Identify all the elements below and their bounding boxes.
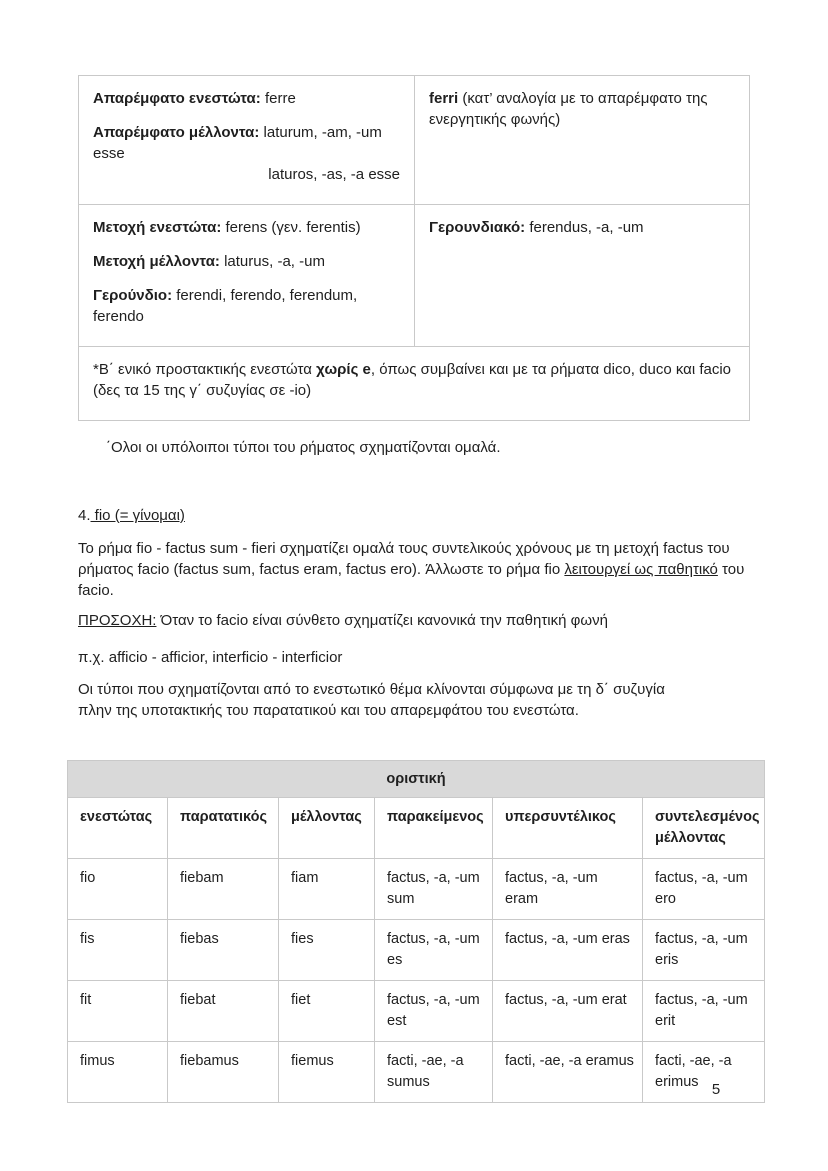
text-run: (κατ’ αναλογία με το απαρέμφατο της ενεργητικής φωνής) [429, 90, 708, 128]
table-cell: fiebamus [168, 1042, 279, 1103]
paragraph [93, 285, 400, 327]
table-cell: fimus [68, 1042, 168, 1103]
table-cell [414, 76, 749, 204]
paragraph [78, 610, 750, 631]
table-cell: fiet [279, 981, 375, 1042]
table-cell: factus, -a, -um erit [643, 981, 765, 1042]
table-cell [79, 76, 414, 204]
table-cell: fiebat [168, 981, 279, 1042]
paragraph [106, 437, 750, 458]
text-run: 4. [78, 507, 91, 524]
paragraph [93, 217, 400, 238]
text-run: Το ρήμα fio - factus sum - fieri σχηματίζει ομαλά τους συντελικούς χρόνους με τη μετοχή factus του ρήματος facio (factus sum, factus eram, factus ero). Άλλωστε το ρήμα fio [78, 540, 730, 578]
paragraph [93, 251, 400, 272]
underlined-text: fio (= γίνομαι) [90, 507, 185, 524]
underlined-text: λειτουργεί ως παθητικό [564, 561, 718, 578]
body-text [78, 430, 750, 721]
underlined-text: ΠΡΟΣΟΧΗ: [78, 612, 157, 629]
text-run: ferendus, -a, -um [525, 219, 644, 236]
column-header: παρακείμενος [375, 798, 493, 859]
bold-text: Γερούνδιο: [93, 287, 173, 304]
table-cell: facti, -ae, -a sumus [375, 1042, 493, 1103]
table-cell: fiebam [168, 859, 279, 920]
table-row [68, 920, 765, 981]
bold-text: Απαρέμφατο ενεστώτα: [93, 90, 261, 107]
paragraph [93, 164, 400, 185]
text-run: ferre [260, 90, 296, 107]
column-header: ενεστώτας [68, 798, 168, 859]
table-cell [79, 346, 749, 420]
text-run: ΄Ολοι οι υπόλοιποι τύποι του ρήματος σχηματίζονται ομαλά. [106, 439, 501, 456]
bold-text: Μετοχή ενεστώτα: [93, 219, 222, 236]
section-heading [78, 505, 750, 526]
text-run: ferendi, ferendo, ferendum, ferendo [93, 287, 358, 325]
paragraph [93, 359, 735, 401]
table-cell: fit [68, 981, 168, 1042]
table-cell: facti, -ae, -a eramus [493, 1042, 643, 1103]
table-footnote-row [79, 346, 749, 420]
table-cell: fiebas [168, 920, 279, 981]
column-header: μέλλοντας [279, 798, 375, 859]
table-cell [414, 204, 749, 346]
paragraph [429, 217, 735, 238]
table-cell: factus, -a, -um eram [493, 859, 643, 920]
column-header: παρατατικός [168, 798, 279, 859]
table-cell: facti, -ae, -a erimus [643, 1042, 765, 1103]
table-cell: factus, -a, -um es [375, 920, 493, 981]
table-row [79, 76, 749, 204]
table-cell: fies [279, 920, 375, 981]
table-cell: fio [68, 859, 168, 920]
paragraph [78, 647, 750, 668]
table-caption: οριστική [68, 761, 765, 798]
table-cell: factus, -a, -um eras [493, 920, 643, 981]
text-run: , όπως συμβαίνει και με τα ρήματα dico, duco και facio (δες τα 15 της γ΄ συζυγίας σε -io) [93, 361, 732, 399]
bold-text: Απαρέμφατο μέλλοντα: [93, 124, 260, 141]
bold-text: χωρίς e [316, 361, 371, 378]
table-row [68, 1042, 765, 1103]
bold-text: Μετοχή μέλλοντα: [93, 253, 220, 270]
column-header: υπερσυντέλικος [493, 798, 643, 859]
table-header-row [68, 798, 765, 859]
table-cell [79, 204, 414, 346]
table-cell: factus, -a, -um eris [643, 920, 765, 981]
paragraph [93, 122, 400, 164]
column-header: συντελεσμένος μέλλοντας [643, 798, 765, 859]
text-run: laturus, -a, -um [219, 253, 325, 270]
verb-forms-table [78, 75, 750, 421]
table-cell: factus, -a, -um sum [375, 859, 493, 920]
paragraph [78, 679, 700, 721]
page-number: 5 [711, 1081, 721, 1098]
table-caption-row [68, 761, 765, 798]
bold-text: ferri [429, 90, 459, 107]
text-run: ferens (γεν. ferentis) [221, 219, 361, 236]
text-run: Όταν το facio είναι σύνθετο σχηματίζει κανονικά την παθητική φωνή [156, 612, 608, 629]
text-run: του facio. [78, 561, 745, 599]
text-run: Οι τύποι που σχηματίζονται από το ενεστωτικό θέμα κλίνονται σύμφωνα με τη δ΄ συζυγία πλην της υποτακτικής του παρατατικού και του απαρεμφάτου του ενεστώτα. [78, 681, 665, 719]
text-run: π.χ. afficio - afficior, interficio - interficior [78, 649, 343, 666]
table-cell: fis [68, 920, 168, 981]
fio-conjugation-table [67, 760, 765, 1103]
text-run: laturos, -as, -a esse [268, 166, 400, 183]
text-run: *Β΄ ενικό προστακτικής ενεστώτα [93, 361, 317, 378]
table-cell: factus, -a, -um ero [643, 859, 765, 920]
paragraph [93, 88, 400, 109]
table-cell: factus, -a, -um est [375, 981, 493, 1042]
table-row [68, 981, 765, 1042]
table-row [79, 204, 749, 346]
table-row [68, 859, 765, 920]
table-cell: fiam [279, 859, 375, 920]
bold-text: Γερουνδιακό: [429, 219, 526, 236]
table-cell: fiemus [279, 1042, 375, 1103]
paragraph [78, 538, 750, 601]
text-run: laturum, -am, -um esse [93, 124, 382, 162]
paragraph [429, 88, 735, 130]
table-cell: factus, -a, -um erat [493, 981, 643, 1042]
